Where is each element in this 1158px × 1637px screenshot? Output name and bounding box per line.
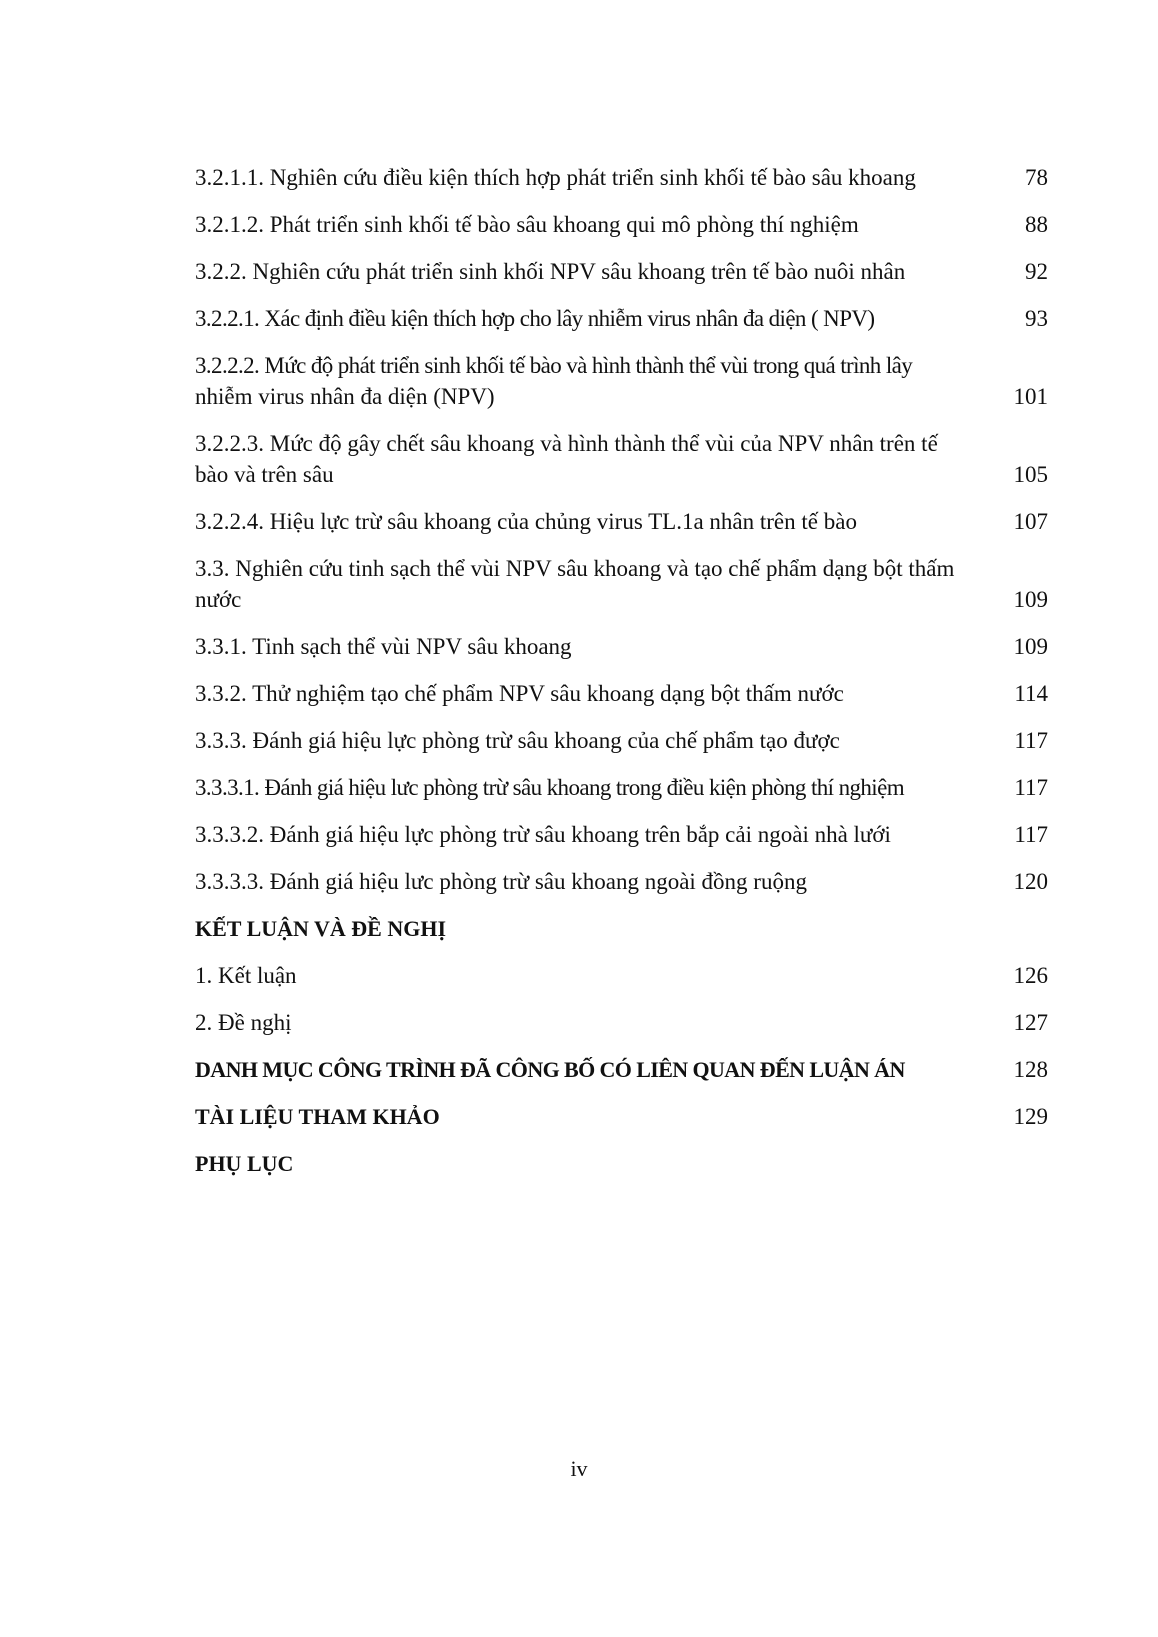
toc-entry-title: 3.3.2. Thử nghiệm tạo chế phẩm NPV sâu khoang dạng bột thấm nước [195, 681, 844, 706]
toc-entry[interactable] [195, 725, 1048, 756]
toc-entry-title: 3.3.1. Tinh sạch thể vùi NPV sâu khoang [195, 634, 572, 659]
toc-entry-title: TÀI LIỆU THAM KHẢO [195, 1104, 440, 1129]
toc-entry-title: 3.3.3. Đánh giá hiệu lực phòng trừ sâu khoang của chế phẩm tạo được [195, 728, 840, 753]
toc-entry-page: 101 [1013, 384, 1048, 409]
toc-entry[interactable] [195, 428, 1048, 490]
toc-entry[interactable] [195, 631, 1048, 662]
toc-entry-page: 109 [1013, 634, 1048, 659]
toc-entry[interactable] [195, 162, 1048, 193]
toc-entry[interactable] [195, 350, 1048, 412]
toc-entry-title: 3.2.2. Nghiên cứu phát triển sinh khối NPV sâu khoang trên tế bào nuôi nhân [195, 259, 906, 284]
toc-entry-page: 92 [1025, 259, 1048, 284]
toc-section-heading[interactable] [195, 913, 1048, 944]
toc-entry-title: PHỤ LỤC [195, 1151, 294, 1176]
toc-entry[interactable] [195, 819, 1048, 850]
toc-entry-title: 3.2.2.1. Xác định điều kiện thích hợp cho lây nhiễm virus nhân đa diện ( NPV) [195, 306, 875, 331]
toc-entry-page: 107 [1013, 509, 1048, 534]
toc-entry[interactable] [195, 553, 1048, 615]
toc-entry-page: 105 [1013, 462, 1048, 487]
toc-entry-title-line2: nước [195, 587, 242, 612]
toc-entry[interactable] [195, 772, 1048, 803]
toc-entry-page: 117 [1014, 728, 1048, 753]
toc-entry-title: 3.3.3.2. Đánh giá hiệu lực phòng trừ sâu khoang trên bắp cải ngoài nhà lưới [195, 822, 891, 847]
toc-entry-title-line2: nhiễm virus nhân đa diện (NPV) [195, 384, 495, 409]
toc-entry-title: 3.2.1.1. Nghiên cứu điều kiện thích hợp phát triển sinh khối tế bào sâu khoang [195, 165, 916, 190]
toc-entry-title [195, 553, 1048, 615]
table-of-contents [195, 162, 1048, 1195]
toc-entry[interactable] [195, 866, 1048, 897]
toc-section-heading[interactable] [195, 1101, 1048, 1132]
toc-entry-title-line1: 3.3. Nghiên cứu tinh sạch thể vùi NPV sâu khoang và tạo chế phẩm dạng bột thấm [195, 556, 955, 581]
toc-section-heading[interactable] [195, 1054, 1048, 1085]
toc-entry-title [195, 428, 1048, 490]
toc-entry-page: 88 [1025, 212, 1048, 237]
toc-entry-title: 3.2.1.2. Phát triển sinh khối tế bào sâu khoang qui mô phòng thí nghiệm [195, 212, 859, 237]
toc-entry-page: 109 [1013, 587, 1048, 612]
toc-entry-title-line1: 3.2.2.2. Mức độ phát triển sinh khối tế bào và hình thành thể vùi trong quá trình lây [195, 353, 913, 378]
toc-entry-title: DANH MỤC CÔNG TRÌNH ĐÃ CÔNG BỐ CÓ LIÊN QUAN ĐẾN LUẬN ÁN [195, 1057, 905, 1082]
toc-entry-page: 78 [1025, 165, 1048, 190]
toc-entry-title: 3.2.2.4. Hiệu lực trừ sâu khoang của chủng virus TL.1a nhân trên tế bào [195, 509, 857, 534]
toc-entry-title: 3.3.3.3. Đánh giá hiệu lưc phòng trừ sâu khoang ngoài đồng ruộng [195, 869, 807, 894]
toc-entry[interactable] [195, 209, 1048, 240]
toc-entry-title-line2: bào và trên sâu [195, 462, 334, 487]
toc-entry[interactable] [195, 303, 1048, 334]
toc-entry-page: 128 [1013, 1057, 1048, 1082]
toc-entry-page: 120 [1013, 869, 1048, 894]
toc-entry-title: 3.3.3.1. Đánh giá hiệu lưc phòng trừ sâu khoang trong điều kiện phòng thí nghiệm [195, 775, 904, 800]
toc-entry[interactable] [195, 960, 1048, 991]
toc-entry-page: 117 [1014, 775, 1048, 800]
toc-entry-title: 2. Đề nghị [195, 1010, 292, 1035]
toc-entry-page: 129 [1013, 1104, 1048, 1129]
toc-entry-page: 127 [1013, 1010, 1048, 1035]
toc-entry-title: KẾT LUẬN VÀ ĐỀ NGHỊ [195, 916, 447, 941]
toc-entry[interactable] [195, 256, 1048, 287]
toc-entry-title: 1. Kết luận [195, 963, 297, 988]
toc-entry[interactable] [195, 1007, 1048, 1038]
toc-entry-page: 93 [1025, 306, 1048, 331]
toc-entry-page: 117 [1014, 822, 1048, 847]
toc-entry-page: 126 [1013, 963, 1048, 988]
toc-entry[interactable] [195, 678, 1048, 709]
toc-section-heading[interactable] [195, 1148, 1048, 1179]
toc-entry-page: 114 [1014, 681, 1048, 706]
page-number: iv [570, 1456, 588, 1481]
toc-entry-title [195, 350, 1048, 412]
toc-entry[interactable] [195, 506, 1048, 537]
toc-entry-title-line1: 3.2.2.3. Mức độ gây chết sâu khoang và hình thành thể vùi của NPV nhân trên tế [195, 431, 938, 456]
